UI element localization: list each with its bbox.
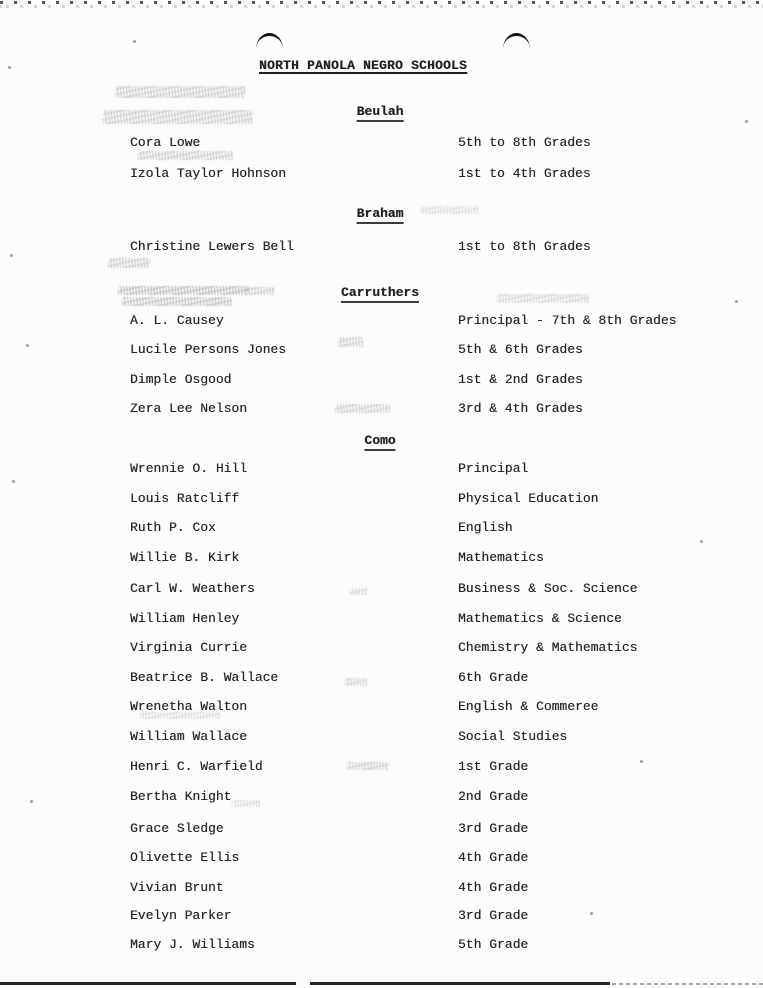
teacher-assignment: 5th to 8th Grades xyxy=(458,135,591,150)
scan-smudge xyxy=(345,678,367,686)
teacher-assignment: 1st to 8th Grades xyxy=(458,239,591,254)
teacher-assignment: 5th & 6th Grades xyxy=(458,342,583,357)
document-title: NORTH PANOLA NEGRO SCHOOLS xyxy=(258,58,468,73)
teacher-name: Ruth P. Cox xyxy=(130,520,216,535)
section-header-braham: Braham xyxy=(357,206,404,224)
teacher-name: Evelyn Parker xyxy=(130,908,232,923)
scan-smudge xyxy=(420,206,478,214)
teacher-name: Virginia Currie xyxy=(130,640,248,655)
teacher-name: Wrennie O. Hill xyxy=(130,461,248,476)
teacher-assignment: 5th Grade xyxy=(458,937,529,952)
teacher-name: Henri C. Warfield xyxy=(130,759,263,774)
teacher-assignment: 1st Grade xyxy=(458,759,529,774)
scan-smudge xyxy=(335,404,390,413)
teacher-assignment: Social Studies xyxy=(458,729,568,744)
teacher-assignment: 1st & 2nd Grades xyxy=(458,372,583,387)
teacher-assignment: Principal - 7th & 8th Grades xyxy=(458,313,677,328)
teacher-assignment: Mathematics xyxy=(458,550,544,565)
teacher-name: Olivette Ellis xyxy=(130,850,240,865)
teacher-assignment: 1st to 4th Grades xyxy=(458,166,591,181)
teacher-name: Izola Taylor Hohnson xyxy=(130,166,287,181)
scan-smudge xyxy=(232,800,260,807)
teacher-row xyxy=(0,909,763,925)
teacher-name: Cora Lowe xyxy=(130,135,201,150)
section-header-carruthers: Carruthers xyxy=(341,285,419,303)
teacher-assignment: Principal xyxy=(458,461,529,476)
scan-smudge xyxy=(246,287,274,295)
teacher-row xyxy=(0,938,763,954)
scan-speck xyxy=(26,344,29,347)
scan-smudge xyxy=(347,762,389,770)
teacher-row xyxy=(0,240,763,256)
teacher-name: Lucile Persons Jones xyxy=(130,342,287,357)
scan-speck xyxy=(735,300,738,303)
teacher-row xyxy=(0,551,763,567)
teacher-row xyxy=(0,641,763,657)
teacher-assignment: 4th Grade xyxy=(458,880,529,895)
teacher-name: A. L. Causey xyxy=(130,313,224,328)
teacher-name: Zera Lee Nelson xyxy=(130,401,248,416)
scan-smudge xyxy=(138,151,233,160)
teacher-assignment: Mathematics & Science xyxy=(458,611,622,626)
teacher-assignment: 4th Grade xyxy=(458,850,529,865)
teacher-assignment: Physical Education xyxy=(458,491,599,506)
teacher-name: Grace Sledge xyxy=(130,821,224,836)
teacher-assignment: English xyxy=(458,520,513,535)
teacher-row xyxy=(0,314,763,330)
teacher-assignment: 6th Grade xyxy=(458,670,529,685)
scan-speck xyxy=(640,760,643,763)
teacher-row xyxy=(0,851,763,867)
teacher-row xyxy=(0,462,763,478)
page-top-perforation-dots xyxy=(0,1,763,4)
page-top-perforation-dots-faint xyxy=(0,5,763,8)
scan-smudge xyxy=(350,588,368,595)
teacher-row xyxy=(0,612,763,628)
teacher-row xyxy=(0,167,763,183)
teacher-row xyxy=(0,373,763,389)
scan-smudge xyxy=(140,712,220,719)
teacher-name: William Henley xyxy=(130,611,240,626)
teacher-row xyxy=(0,671,763,687)
scan-speck xyxy=(133,40,136,43)
page-bottom-rule-center xyxy=(310,982,610,985)
teacher-assignment: Business & Soc. Science xyxy=(458,581,638,596)
teacher-name: Mary J. Williams xyxy=(130,937,255,952)
teacher-assignment: 3rd & 4th Grades xyxy=(458,401,583,416)
teacher-row xyxy=(0,822,763,838)
scan-speck xyxy=(700,540,703,543)
scan-smudge xyxy=(103,110,253,124)
teacher-name: Christine Lewers Bell xyxy=(130,239,294,254)
teacher-row xyxy=(0,700,763,716)
teacher-assignment: English & Commeree xyxy=(458,699,599,714)
teacher-assignment: 2nd Grade xyxy=(458,789,529,804)
teacher-name: Louis Ratcliff xyxy=(130,491,240,506)
teacher-name: Carl W. Weathers xyxy=(130,581,255,596)
scan-speck xyxy=(8,66,11,69)
teacher-assignment: 3rd Grade xyxy=(458,821,529,836)
section-header-como: Como xyxy=(364,433,395,451)
teacher-row xyxy=(0,881,763,897)
scan-speck xyxy=(12,480,15,483)
page-bottom-rule-left xyxy=(0,982,296,985)
teacher-name: Dimple Osgood xyxy=(130,372,232,387)
teacher-name: Vivian Brunt xyxy=(130,880,224,895)
teacher-name: Willie B. Kirk xyxy=(130,550,240,565)
teacher-row xyxy=(0,730,763,746)
teacher-row xyxy=(0,136,763,152)
page-bottom-rule-right xyxy=(612,983,763,985)
scan-speck xyxy=(10,254,13,257)
teacher-name: Wrenetha Walton xyxy=(130,699,248,714)
scan-smudge xyxy=(115,86,245,98)
scan-smudge xyxy=(497,294,589,303)
section-header-beulah: Beulah xyxy=(357,104,404,122)
scan-smudge xyxy=(118,286,248,295)
binder-arc-right-icon xyxy=(503,33,530,49)
teacher-name: William Wallace xyxy=(130,729,248,744)
teacher-row xyxy=(0,492,763,508)
scan-smudge xyxy=(338,337,364,347)
teacher-row xyxy=(0,790,763,806)
teacher-row xyxy=(0,521,763,537)
scan-speck xyxy=(590,912,593,915)
scan-speck xyxy=(30,800,33,803)
teacher-row xyxy=(0,343,763,359)
teacher-name: Bertha Knight xyxy=(130,789,232,804)
teacher-name: Beatrice B. Wallace xyxy=(130,670,279,685)
scan-smudge xyxy=(108,258,150,268)
binder-arc-left-icon xyxy=(256,33,283,49)
teacher-assignment: Chemistry & Mathematics xyxy=(458,640,638,655)
teacher-row xyxy=(0,582,763,598)
scan-speck xyxy=(745,120,748,123)
teacher-assignment: 3rd Grade xyxy=(458,908,529,923)
scan-smudge xyxy=(122,297,232,306)
